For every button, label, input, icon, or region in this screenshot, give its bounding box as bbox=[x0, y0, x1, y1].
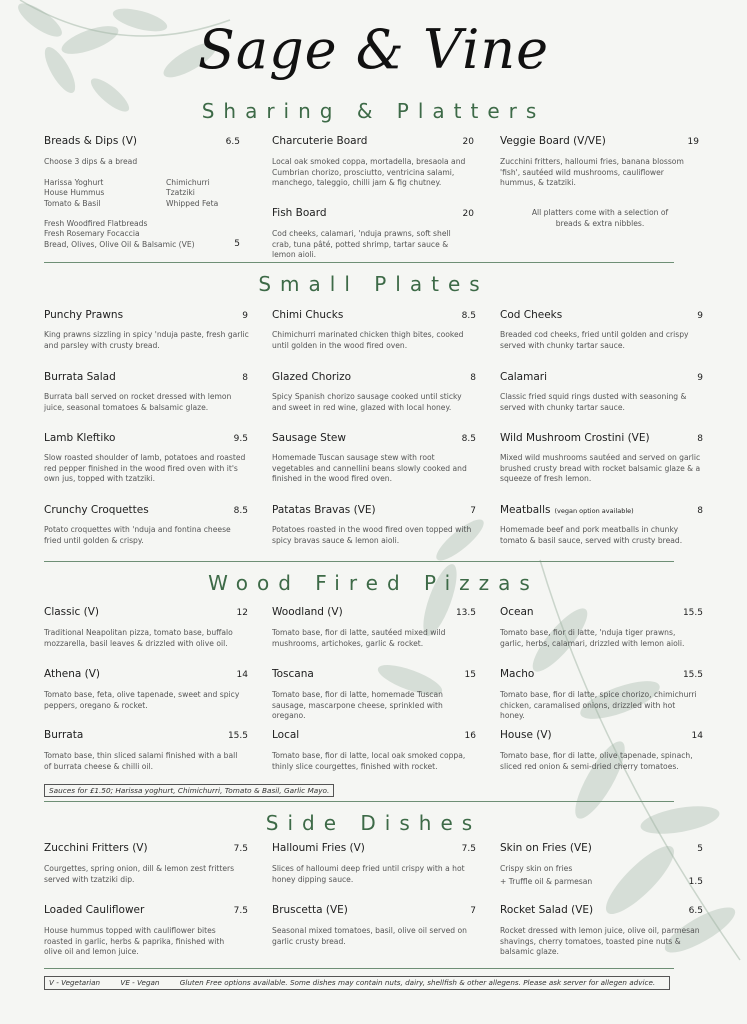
restaurant-title: Sage & Vine bbox=[197, 18, 550, 81]
item-name-text: Calamari bbox=[500, 371, 548, 383]
item-name: Skin on Fries (VE) bbox=[500, 842, 592, 854]
item-name: Rocket Salad (VE) bbox=[500, 904, 594, 916]
item-name bbox=[272, 504, 376, 516]
item-name: Zucchini Fritters (V) bbox=[44, 842, 148, 854]
item-name: Macho bbox=[500, 668, 535, 680]
legend-vegetarian: V - Vegetarian bbox=[49, 978, 101, 987]
item-price: 7.5 bbox=[233, 844, 248, 854]
item-name-text: Cod Cheeks bbox=[500, 309, 563, 321]
item-description: King prawns sizzling in spicy 'nduja paste, fresh garlic and parsley with crusty bread. bbox=[44, 330, 249, 350]
item-name bbox=[500, 432, 650, 444]
dip: Harissa Yoghurt bbox=[44, 178, 104, 187]
item-desc-charcuterie: Local oak smoked coppa, mortadella, bresaola and Cumbrian chorizo, prosciutto, ventricina salami, manchego, taleggio, chilli jam & fig chutney. bbox=[272, 157, 466, 188]
bread: Fresh Rosemary Focaccia bbox=[44, 229, 140, 239]
item-description: Homemade beef and pork meatballs in chunky tomato & basil sauce, served with crusty bread. bbox=[500, 525, 683, 545]
dip: Tzatziki bbox=[166, 188, 195, 198]
item-price: 15.5 bbox=[682, 670, 703, 680]
item-name: Burrata bbox=[44, 729, 84, 741]
item-name: Athena (V) bbox=[44, 668, 101, 680]
item-description: Homemade Tuscan sausage stew with root vegetables and cannellini beans slowly cooked and finished in the wood fired oven. bbox=[272, 453, 467, 484]
item-name-charcuterie: Charcuterie Board bbox=[272, 135, 368, 147]
item-price-charcuterie: 20 bbox=[462, 137, 474, 147]
fries-extra-price: 1.5 bbox=[688, 877, 703, 887]
item-description: Crispy skin on fries bbox=[500, 864, 573, 873]
item-name-text: Crunchy Croquettes bbox=[44, 504, 149, 516]
item-description: Chimichurri marinated chicken thigh bites, cooked until golden in the wood fired oven. bbox=[272, 330, 464, 350]
item-description: House hummus topped with cauliflower bites roasted in garlic, herbs & paprika, finished with olive oil and lemon juice. bbox=[44, 926, 225, 957]
item-description: Traditional Neapolitan pizza, tomato base, buffalo mozzarella, basil leaves & drizzled with olive oil. bbox=[44, 628, 233, 648]
item-description: Tomato base, fior di latte, olive tapenade, spinach, sliced red onion & semi-dried cherry tomatoes. bbox=[500, 751, 693, 771]
item-name: Bruscetta (VE) bbox=[272, 904, 348, 916]
item-name: Classic (V) bbox=[44, 606, 100, 618]
item-price: 16 bbox=[464, 731, 476, 741]
item-price: 7 bbox=[470, 506, 476, 516]
olives-line: Bread, Olives, Olive Oil & Balsamic (VE) bbox=[44, 239, 195, 249]
item-desc-breads: Choose 3 dips & a bread bbox=[44, 157, 138, 166]
item-name: Ocean bbox=[500, 606, 534, 618]
item-description: Tomato base, feta, olive tapenade, sweet and spicy peppers, oregano & rocket. bbox=[44, 690, 240, 710]
item-price: 9 bbox=[242, 311, 248, 321]
item-price: 9.5 bbox=[233, 434, 248, 444]
item-name: Woodland (V) bbox=[272, 606, 343, 618]
item-price: 8 bbox=[470, 373, 476, 383]
dip: Tomato & Basil bbox=[44, 198, 101, 208]
item-name bbox=[500, 504, 634, 516]
bread: Fresh Woodfired Flatbreads bbox=[44, 219, 148, 228]
item-price-fish-board: 20 bbox=[462, 209, 474, 219]
item-name: Local bbox=[272, 729, 300, 741]
item-description: Tomato base, fior di latte, sautéed mixed wild mushrooms, artichokes, garlic & rocket. bbox=[272, 628, 446, 648]
item-description: Mixed wild mushrooms sautéed and served on garlic brushed crusty bread with rocket balsamic glaze & a squeeze of fresh lemon. bbox=[500, 453, 701, 484]
item-description: Rocket dressed with lemon juice, olive oil, parmesan shavings, cherry tomatoes, toasted pine nuts & balsamic glaze. bbox=[500, 926, 700, 957]
section-divider bbox=[44, 801, 674, 802]
item-price: 7.5 bbox=[461, 844, 476, 854]
item-description: Tomato base, fior di latte, spice chorizo, chimichurri chicken, caramalised onions, drizzled with hot honey. bbox=[500, 690, 697, 721]
item-description: Potatoes roasted in the wood fired oven topped with spicy bravas sauce & lemon aioli. bbox=[272, 525, 472, 545]
sauces-note: Sauces for £1.50; Harissa yoghurt, Chimichurri, Tomato & Basil, Garlic Mayo. bbox=[44, 784, 334, 797]
item-name-text: Wild Mushroom Crostini (VE) bbox=[500, 432, 650, 444]
item-name bbox=[44, 504, 149, 516]
item-name bbox=[44, 371, 116, 383]
item-price-veggie-board: 19 bbox=[687, 137, 699, 147]
item-name bbox=[272, 309, 343, 321]
item-price: 7.5 bbox=[233, 906, 248, 916]
item-price: 7 bbox=[470, 906, 476, 916]
item-name: House (V) bbox=[500, 729, 552, 741]
item-price: 14 bbox=[691, 731, 703, 741]
item-name-breads: Breads & Dips (V) bbox=[44, 135, 138, 147]
item-name: Toscana bbox=[272, 668, 314, 680]
section-title-small-plates: Small Plates bbox=[258, 272, 489, 296]
item-name: Halloumi Fries (V) bbox=[272, 842, 365, 854]
item-name-text: Chimi Chucks bbox=[272, 309, 344, 321]
item-name-text: Sausage Stew bbox=[272, 432, 346, 444]
dip: House Hummus bbox=[44, 188, 105, 198]
item-name bbox=[500, 309, 562, 321]
item-desc-fish-board: Cod cheeks, calamari, 'nduja prawns, soft shell crab, tuna pâté, potted shrimp, tartar sauce & lemon aioli. bbox=[272, 229, 451, 260]
item-desc-veggie-board: Zucchini fritters, halloumi fries, banana blossom 'fish', sautéed wild mushrooms, cauliflower hummus, & tzatziki. bbox=[500, 157, 684, 188]
item-name-text: Glazed Chorizo bbox=[272, 371, 352, 383]
item-name-text: Punchy Prawns bbox=[44, 309, 124, 321]
item-name bbox=[44, 432, 115, 444]
olives-price: 5 bbox=[234, 239, 240, 249]
item-name bbox=[272, 371, 351, 383]
item-name-text: Meatballs bbox=[500, 504, 551, 516]
item-price: 15.5 bbox=[682, 608, 703, 618]
item-description: Spicy Spanish chorizo sausage cooked until sticky and sweet in red wine, glazed with local honey. bbox=[272, 392, 462, 412]
legend-vegan: VE - Vegan bbox=[120, 978, 160, 987]
item-price: 9 bbox=[697, 311, 703, 321]
item-name-fish-board: Fish Board bbox=[272, 207, 327, 219]
section-title-sides: Side Dishes bbox=[265, 811, 482, 835]
item-description: Burrata ball served on rocket dressed with lemon juice, seasonal tomatoes & balsamic glaze. bbox=[44, 392, 232, 412]
dips-list-left bbox=[44, 178, 104, 209]
item-price: 12 bbox=[236, 608, 248, 618]
item-price: 15 bbox=[464, 670, 476, 680]
section-title-pizzas: Wood Fired Pizzas bbox=[208, 571, 539, 595]
item-price: 8.5 bbox=[461, 311, 476, 321]
dips-list-right bbox=[166, 178, 218, 209]
item-name-text: Patatas Bravas (VE) bbox=[272, 504, 376, 516]
item-name-text: Burrata Salad bbox=[44, 371, 116, 383]
item-price: 15.5 bbox=[227, 731, 248, 741]
item-description: Tomato base, thin sliced salami finished with a ball of burrata cheese & chilli oil. bbox=[44, 751, 238, 771]
item-price: 9 bbox=[697, 373, 703, 383]
item-price: 8 bbox=[697, 506, 703, 516]
section-divider bbox=[44, 262, 674, 263]
dip: Whipped Feta bbox=[166, 198, 219, 208]
item-description: Slow roasted shoulder of lamb, potatoes and roasted red pepper finished in the wood fired oven with it's own jus, topped with tzatziki. bbox=[44, 453, 246, 484]
item-description: Potato croquettes with 'nduja and fontina cheese fried until golden & crispy. bbox=[44, 525, 231, 545]
item-price: 6.5 bbox=[688, 906, 703, 916]
breads-list bbox=[44, 219, 195, 250]
item-price: 5 bbox=[697, 844, 703, 854]
item-price: 8 bbox=[242, 373, 248, 383]
section-title-sharing: Sharing & Platters bbox=[201, 99, 546, 123]
item-name-text: Lamb Kleftiko bbox=[44, 432, 116, 444]
item-name bbox=[44, 309, 123, 321]
item-price: 13.5 bbox=[455, 608, 476, 618]
section-divider bbox=[44, 968, 674, 969]
item-name bbox=[500, 371, 547, 383]
fries-extra: + Truffle oil & parmesan bbox=[500, 877, 593, 886]
dip: Chimichurri bbox=[166, 178, 210, 187]
item-description: Tomato base, fior di latte, 'nduja tiger prawns, garlic, herbs, calamari, drizzled with lemon aioli. bbox=[500, 628, 685, 648]
item-name: Loaded Cauliflower bbox=[44, 904, 145, 916]
item-description: Seasonal mixed tomatoes, basil, olive oil served on garlic crusty bread. bbox=[272, 926, 467, 946]
item-name-note: (vegan option available) bbox=[554, 507, 634, 515]
item-price: 8.5 bbox=[461, 434, 476, 444]
item-description: Tomato base, fior di latte, local oak smoked coppa, thinly slice courgettes, finished with rocket. bbox=[272, 751, 466, 771]
item-description: Courgettes, spring onion, dill & lemon zest fritters served with tzatziki dip. bbox=[44, 864, 235, 884]
item-description: Tomato base, fior di latte, homemade Tuscan sausage, mascarpone cheese, sprinkled with oregano. bbox=[272, 690, 443, 721]
section-divider bbox=[44, 561, 674, 562]
item-description: Slices of halloumi deep fried until crispy with a hot honey dipping sauce. bbox=[272, 864, 465, 884]
footer-legend bbox=[44, 976, 670, 990]
item-description: Breaded cod cheeks, fried until golden and crispy served with chunky tartar sauce. bbox=[500, 330, 689, 350]
item-price: 8 bbox=[697, 434, 703, 444]
allergen-note: Gluten Free options available. Some dishes may contain nuts, dairy, shellfish & other allegens. Please ask server for allegen advice. bbox=[179, 978, 656, 987]
item-description: Classic fried squid rings dusted with seasoning & served with chunky tartar sauce. bbox=[500, 392, 687, 412]
item-name bbox=[272, 432, 346, 444]
item-price: 8.5 bbox=[233, 506, 248, 516]
item-name-veggie-board: Veggie Board (V/VE) bbox=[500, 135, 606, 147]
platter-note: All platters come with a selection of breads & extra nibbles. bbox=[531, 208, 669, 228]
item-price: 14 bbox=[236, 670, 248, 680]
item-price-breads: 6.5 bbox=[225, 137, 240, 147]
